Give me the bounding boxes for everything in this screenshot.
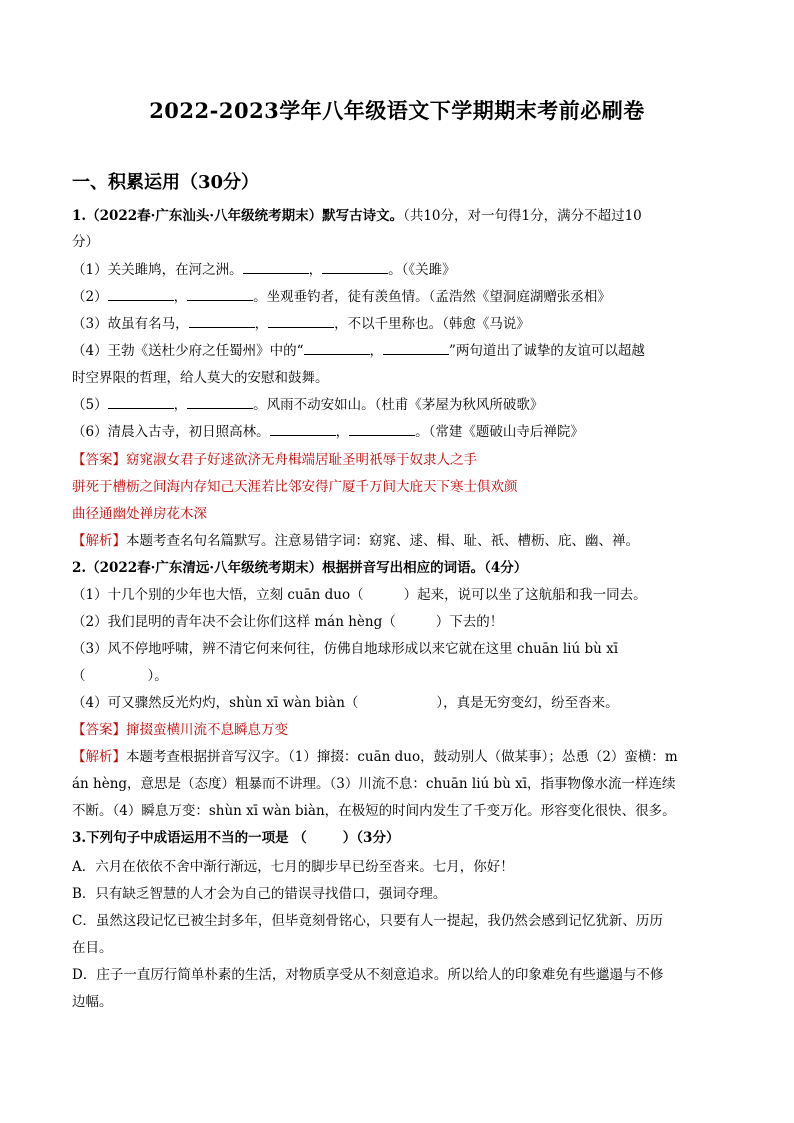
analysis-label: 【解析】 bbox=[72, 533, 126, 549]
q1-item-5-source: 。风雨不动安如山。（杜甫《茅屋为秋风所破歌》 bbox=[253, 397, 544, 413]
q2-item-4 bbox=[72, 694, 724, 712]
q2-item-2-rest: ）下去的！ bbox=[435, 614, 504, 630]
answer-item: 骈死于槽枥之间 bbox=[72, 479, 167, 495]
separator: ， bbox=[173, 397, 188, 413]
page-title: 2022-2023学年八年级语文下学期期末考前必刷卷 bbox=[149, 98, 645, 123]
q2-item-1-rest: ）起来，说可以坐了这航船和我一同去。 bbox=[403, 587, 647, 603]
paren-open: （ bbox=[72, 668, 86, 684]
q1-analysis bbox=[72, 532, 724, 550]
q1-heading-cont: 分） bbox=[72, 234, 99, 250]
q2-analysis-2: án hèng，意思是（态度）粗暴而不讲理。（3）川流不息：chuān liú bù xī，指事物像水流一样连续 bbox=[72, 776, 676, 792]
answer-blank[interactable] bbox=[268, 315, 334, 328]
q3-heading bbox=[72, 829, 724, 847]
separator: ， bbox=[335, 424, 350, 440]
answer-blank[interactable] bbox=[243, 261, 309, 274]
answer-item: 端居耻圣明 bbox=[301, 452, 369, 468]
q1-item-4-rest: ”两句道出了诚挚的友谊可以超越 bbox=[449, 343, 645, 359]
q1-heading bbox=[72, 207, 724, 225]
answer-item: 君子好逑 bbox=[180, 452, 234, 468]
q1-item-6-text: （6）清晨入古寺，初日照高林。 bbox=[72, 424, 270, 440]
answer-blank[interactable] bbox=[383, 342, 449, 355]
q1-item-3 bbox=[72, 315, 724, 333]
answer-item: 海内存知己 bbox=[166, 479, 234, 495]
answer-item: 瞬息万变 bbox=[234, 722, 288, 738]
q1-item-4-cont: 时空界限的哲理，给人莫大的安慰和鼓舞。 bbox=[72, 370, 329, 386]
q1-heading-source: 1.（2022春·广东汕头·八年级统考期末）默写古诗文。 bbox=[72, 208, 404, 224]
answer-blank[interactable] bbox=[349, 423, 415, 436]
analysis-text: 本题考查根据拼音写汉字。（1）撺掇：cuān duo，鼓动别人（做某事）；怂恿（2）蛮横：m bbox=[126, 749, 678, 765]
q1-item-3-text: （3）故虽有名马， bbox=[72, 316, 189, 332]
q1-item-2-source: 。坐观垂钓者，徒有羡鱼情。（孟浩然《望洞庭湖赠张丞相》 bbox=[253, 289, 611, 305]
q1-item-4-text: （4）王勃《送杜少府之任蜀州》中的“ bbox=[72, 343, 304, 359]
analysis-label: 【解析】 bbox=[72, 749, 126, 765]
q2-item-2 bbox=[72, 613, 724, 631]
section-heading: 一、积累运用（30分） bbox=[72, 172, 260, 193]
answer-item: 欲济无舟楫 bbox=[234, 452, 302, 468]
q1-item-5 bbox=[72, 396, 724, 414]
q3-option-c-cont: 在目。 bbox=[72, 940, 113, 956]
paren-close: ）。 bbox=[147, 668, 168, 684]
answer-blank[interactable] bbox=[187, 396, 253, 409]
q1-item-2-text: （2） bbox=[72, 289, 108, 305]
q1-item-1 bbox=[72, 261, 724, 279]
separator: ， bbox=[369, 343, 383, 359]
q2-item-1-text: （1）十几个别的少年也大悟，立刻 cuān duo（ bbox=[72, 587, 364, 603]
q1-item-6 bbox=[72, 423, 724, 441]
q3-option-a: A．六月在依依不舍中渐行渐远，七月的脚步早已纷至沓来。七月，你好！ bbox=[72, 859, 514, 875]
answer-label: 【答案】 bbox=[72, 452, 126, 468]
q1-answer-row-2 bbox=[72, 478, 724, 496]
answer-blank[interactable] bbox=[187, 288, 253, 301]
answer-label: 【答案】 bbox=[72, 722, 126, 738]
q3-option-c: C．虽然这段记忆已被尘封多年，但毕竟刻骨铭心，只要有人一提起，我仍然会感到记忆犹新、历历 bbox=[72, 913, 663, 929]
answer-blank[interactable] bbox=[270, 423, 336, 436]
answer-item: 大庇天下寒士俱欢颜 bbox=[396, 479, 518, 495]
q2-item-1 bbox=[72, 586, 724, 604]
answer-blank[interactable] bbox=[189, 315, 255, 328]
q2-analysis-3: 不断。（4）瞬息万变：shùn xī wàn biàn，在极短的时间内发生了千变万化。形容变化很快、很多。 bbox=[72, 803, 676, 819]
answer-blank[interactable] bbox=[304, 342, 370, 355]
q2-heading: 2.（2022春·广东清远·八年级统考期末）根据拼音写出相应的词语。（4分） bbox=[72, 560, 528, 576]
q1-item-5-text: （5） bbox=[72, 397, 108, 413]
q3-option-b: B．只有缺乏智慧的人才会为自己的错误寻找借口，强词夺理。 bbox=[72, 886, 447, 902]
q2-item-3: （3）风不停地呼啸，辨不清它何来何往，仿佛自地球形成以来它就在这里 chuān liú bù xī bbox=[72, 641, 619, 657]
q1-item-4 bbox=[72, 342, 724, 360]
q1-answer-row-1 bbox=[72, 451, 724, 469]
answer-item: 祇辱于奴隶人之手 bbox=[369, 452, 477, 468]
answer-item: 禅房花木深 bbox=[139, 506, 207, 522]
answer-item: 曲径通幽处 bbox=[72, 506, 140, 522]
q1-item-6-source: 。（常建《题破山寺后禅院》 bbox=[415, 424, 584, 440]
answer-item: 天涯若比邻 bbox=[234, 479, 302, 495]
q1-heading-rest: （共10分，对一句得1分，满分不超过10 bbox=[403, 208, 642, 224]
answer-item: 蛮横 bbox=[153, 722, 180, 738]
answer-item: 安得广厦千万间 bbox=[301, 479, 396, 495]
q2-item-4-rest: ），真是无穷变幻，纷至沓来。 bbox=[436, 695, 619, 711]
q3-option-d-cont: 边幅。 bbox=[72, 994, 113, 1010]
q3-heading-score: ）（3分） bbox=[342, 830, 400, 846]
q1-answer-row-3 bbox=[72, 505, 724, 523]
q2-answer bbox=[72, 721, 724, 739]
q2-item-3-cont bbox=[72, 667, 724, 685]
separator: ， bbox=[254, 316, 269, 332]
separator: ， bbox=[173, 289, 188, 305]
q1-item-1-source: 。（《关雎》 bbox=[388, 262, 456, 278]
q2-item-4-text: （4）可又骤然反光灼灼，shùn xī wàn biàn（ bbox=[72, 695, 359, 711]
q1-item-1-text: （1）关关雎鸠，在河之洲。 bbox=[72, 262, 243, 278]
answer-item: 川流不息 bbox=[180, 722, 234, 738]
q2-item-2-text: （2）我们昆明的青年决不会让你们这样 mán hèng（ bbox=[72, 614, 396, 630]
separator: ， bbox=[308, 262, 323, 278]
answer-item: 窈窕淑女 bbox=[126, 452, 180, 468]
q3-option-d: D．庄子一直厉行简单朴素的生活，对物质享受从不刻意追求。所以给人的印象难免有些邋遢与不修 bbox=[72, 967, 664, 983]
answer-blank[interactable] bbox=[322, 261, 388, 274]
q1-item-3-source: ，不以千里称也。（韩愈《马说》 bbox=[334, 316, 530, 332]
answer-item: 撺掇 bbox=[126, 722, 153, 738]
answer-blank[interactable] bbox=[108, 288, 174, 301]
q2-analysis-1 bbox=[72, 748, 724, 766]
answer-blank[interactable] bbox=[108, 396, 174, 409]
analysis-text: 本题考查名句名篇默写。注意易错字词：窈窕、逑、楫、耻、祇、槽枥、庇、幽、禅。 bbox=[126, 533, 639, 549]
q1-item-2 bbox=[72, 288, 724, 306]
q3-heading-text: 3.下列句子中成语运用不当的一项是 （ bbox=[72, 830, 307, 846]
